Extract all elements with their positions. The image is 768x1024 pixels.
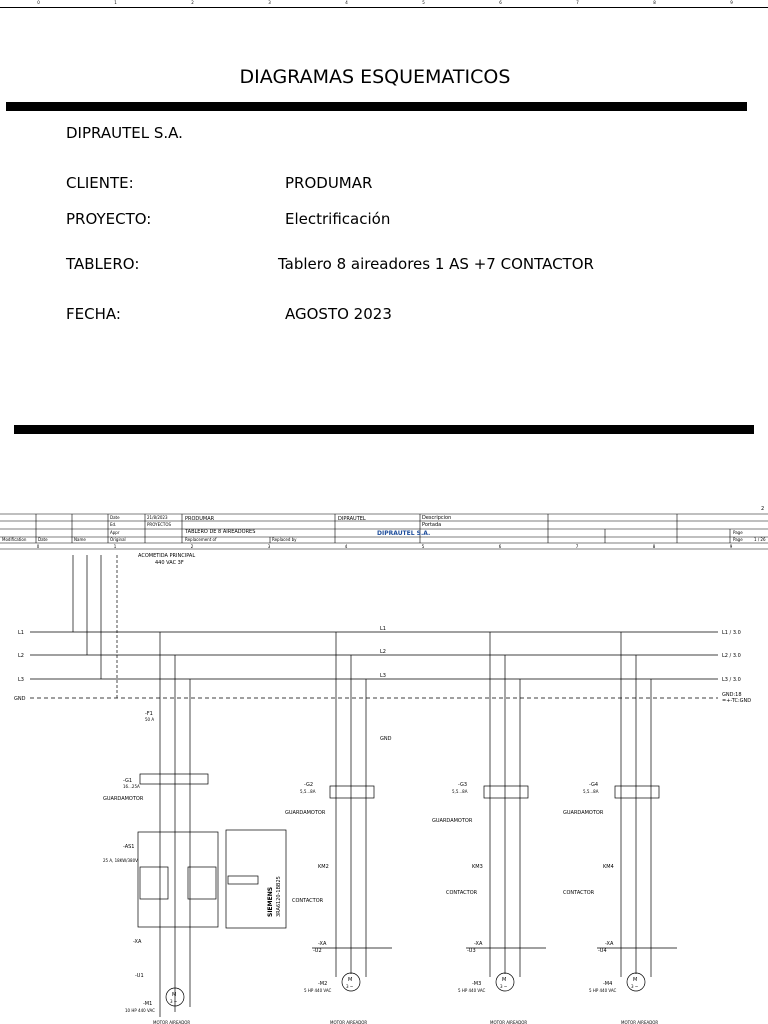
field-label-cliente: CLIENTE:	[66, 174, 134, 192]
cable-2: -U2	[313, 948, 322, 954]
motor-rating-3: 5 HP 440 VAC	[458, 988, 486, 993]
circuit-1-wiring	[138, 632, 286, 1017]
gnd-mid-label: GND	[380, 736, 392, 742]
ruler-number: 9	[730, 0, 733, 5]
motor-label-3: -M3	[472, 981, 482, 987]
schematic-ruler	[37, 544, 733, 549]
bus-text	[14, 626, 751, 742]
breaker-label-2: -G2	[304, 782, 314, 788]
bus-left-gnd: GND	[14, 696, 26, 702]
tb-desc-label: Descripcion	[422, 515, 452, 521]
supply-title: ACOMETIDA PRINCIPAL	[138, 553, 196, 559]
ruler-number: 0	[37, 0, 40, 5]
ruler-number: 3	[267, 544, 271, 549]
motor-phase-4: 3 ~	[631, 984, 639, 989]
tb-replacement: Replacement of	[185, 537, 217, 542]
field-value-proyecto: Electrificación	[285, 210, 391, 228]
tb-ed-value: PROYECTOS	[147, 522, 172, 527]
bus-ref-l2: L2 / 3.0	[722, 653, 741, 659]
siemens-logo: SIEMENS	[267, 886, 274, 917]
cable-3: -U3	[467, 948, 476, 954]
contactor-label-4: KM4	[603, 864, 614, 870]
field-label-fecha: FECHA:	[66, 305, 121, 323]
tb-logo: DIPRAUTEL S.A.	[377, 530, 431, 537]
contactor-3: CONTACTOR	[446, 890, 478, 896]
tb-page-label-2: Page	[733, 537, 743, 542]
field-value-tablero: Tablero 8 aireadores 1 AS +7 CONTACTOR	[278, 255, 594, 273]
supply-feeders	[73, 555, 117, 698]
breaker-range-1: 16...25A	[123, 784, 140, 789]
tb-name-label: Name	[74, 537, 86, 542]
f1-label: -F1	[145, 711, 153, 717]
motor-phase-1: 3 ~	[170, 999, 178, 1004]
motor-label-2: -M2	[318, 981, 328, 987]
ruler-number: 7	[576, 0, 579, 5]
bus-ref-gnd: GND:18	[722, 692, 742, 698]
breaker-range-3: 5,5...8A	[452, 789, 468, 794]
field-value-cliente: PRODUMAR	[285, 174, 373, 192]
guardamotor-2: GUARDAMOTOR	[285, 810, 326, 816]
ruler-number: 1	[113, 544, 117, 549]
field-value-fecha: AGOSTO 2023	[285, 305, 392, 323]
circuit-3	[432, 632, 546, 1024]
ruler-number: 8	[652, 544, 656, 549]
supply-label	[138, 553, 195, 566]
motor-symbol-3: M	[502, 977, 507, 983]
tb-replaced: Replaced by	[272, 537, 297, 542]
top-ruler	[0, 0, 768, 8]
ruler-number: 2	[190, 544, 194, 549]
page-number: 2	[761, 506, 765, 512]
breaker-label-1: -G1	[123, 778, 133, 784]
contactor-label-2: KM2	[318, 864, 329, 870]
bus-label-l2: L2	[380, 649, 386, 655]
bus-left-l2: L2	[18, 653, 24, 659]
starter-rating: 25 A, 18KW/380V	[103, 858, 138, 863]
tb-mod-label: Modification	[2, 537, 27, 542]
ruler-number: 3	[268, 0, 271, 5]
bus-left-l1: L1	[18, 630, 24, 636]
contactor-label-3: KM3	[472, 864, 483, 870]
siemens-model: 3RA6120-1BB25	[276, 876, 282, 917]
terminal-1: -XA	[133, 939, 142, 945]
field-label-tablero: TABLERO:	[66, 255, 140, 273]
contactor-4: CONTACTOR	[563, 890, 595, 896]
company-name: DIPRAUTEL S.A.	[66, 124, 183, 142]
ruler-number: 9	[729, 544, 733, 549]
footer-3: MOTOR AIREADOR	[490, 1020, 528, 1024]
breaker-range-4: 5,5...8A	[583, 789, 599, 794]
tb-date2-label: Date	[38, 537, 48, 542]
tb-date-label: Date	[110, 515, 120, 520]
tb-client: PRODUMAR	[185, 516, 215, 522]
footer-2: MOTOR AIREADOR	[330, 1020, 368, 1024]
bus-ref-l3: L3 / 3.0	[722, 677, 741, 683]
cable-1: -U1	[135, 973, 144, 979]
tb-company: DIPRAUTEL	[338, 516, 366, 522]
cable-4: -U4	[598, 948, 607, 954]
motor-rating-4: 5 HP 440 VAC	[589, 988, 617, 993]
ruler-number: 4	[345, 0, 348, 5]
circuit-2	[285, 632, 392, 1024]
tb-original-label: Original	[110, 537, 126, 542]
guardamotor-1: GUARDAMOTOR	[103, 796, 144, 802]
tb-appr-label: Appr	[110, 530, 120, 535]
ruler-number: 5	[422, 0, 425, 5]
title-block-text	[2, 515, 766, 542]
ruler-number: 0	[36, 544, 40, 549]
tb-ed-label: Ed.	[110, 522, 117, 527]
bus-label-l3: L3	[380, 673, 386, 679]
ruler-number: 6	[498, 544, 502, 549]
bottom-divider	[14, 425, 754, 434]
motor-phase-3: 3 ~	[500, 984, 508, 989]
starter-label: -AS1	[123, 844, 135, 850]
tb-desc-value: Portada	[422, 522, 442, 528]
tb-date-value: 21/8/2023	[147, 515, 168, 520]
bus-left-l3: L3	[18, 677, 24, 683]
motor-phase-2: 3 ~	[346, 984, 354, 989]
ruler-number: 1	[114, 0, 117, 5]
motor-symbol-2: M	[348, 977, 353, 983]
footer-4: MOTOR AIREADOR	[621, 1020, 659, 1024]
cover-title: DIAGRAMAS ESQUEMATICOS	[239, 66, 511, 88]
ruler-number: 6	[499, 0, 502, 5]
circuit-4	[563, 632, 677, 1024]
motor-symbol-1: M	[172, 992, 177, 998]
ruler-number: 8	[653, 0, 656, 5]
motor-symbol-4: M	[633, 977, 638, 983]
breaker-label-4: -G4	[589, 782, 599, 788]
ruler-number: 4	[344, 544, 348, 549]
busbars	[30, 632, 718, 698]
top-divider	[6, 102, 747, 111]
field-label-proyecto: PROYECTO:	[66, 210, 152, 228]
f1-rating: 50 A	[145, 717, 155, 722]
tb-page-label: Page	[733, 530, 743, 535]
tb-board: TABLERO DE 8 AIREADORES	[185, 529, 256, 535]
footer-1: MOTOR AIREADOR	[153, 1020, 191, 1024]
schematic-sheet	[0, 512, 768, 1024]
ruler-number: 5	[421, 544, 425, 549]
motor-label-4: -M4	[603, 981, 613, 987]
motor-label-1: -M1	[143, 1001, 153, 1007]
contactor-1: CONTACTOR	[292, 898, 324, 904]
tb-page-value: 1 / 26	[754, 537, 766, 542]
guardamotor-3: GUARDAMOTOR	[432, 818, 473, 824]
motor-rating-1: 10 HP 440 VAC	[125, 1008, 155, 1013]
terminal-3: -XA	[474, 941, 483, 947]
terminal-2: -XA	[318, 941, 327, 947]
ruler-number: 2	[191, 0, 194, 5]
ruler-number: 7	[575, 544, 579, 549]
breaker-label-3: -G3	[458, 782, 468, 788]
supply-sub: 440 VAC 3F	[155, 560, 184, 566]
bus-label-l1: L1	[380, 626, 386, 632]
bus-ref-l1: L1 / 3.0	[722, 630, 741, 636]
terminal-4: -XA	[605, 941, 614, 947]
guardamotor-4: GUARDAMOTOR	[563, 810, 604, 816]
breaker-range-2: 5,5...8A	[300, 789, 316, 794]
bus-ref-gnd-2: =+-TC:GND	[722, 698, 752, 704]
motor-rating-2: 5 HP 440 VAC	[304, 988, 332, 993]
